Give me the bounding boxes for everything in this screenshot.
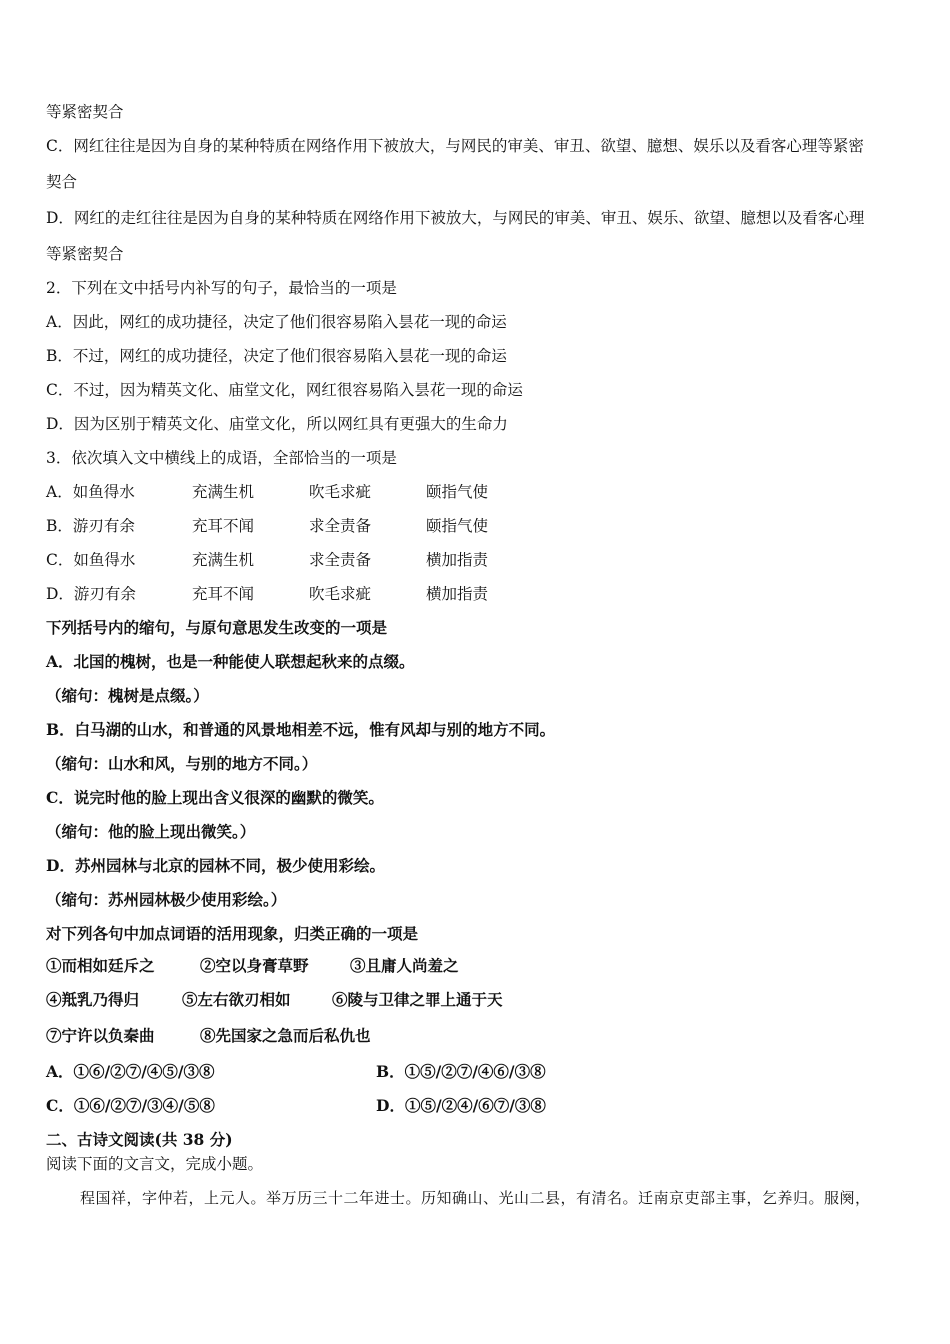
section-title: 二、古诗文阅读(共 38 分) [46,1130,233,1149]
choice-row: A．①⑥/②⑦/④⑤/③⑧ B．①⑤/②⑦/④⑥/③⑧ [46,1062,546,1081]
question-heading: 下列括号内的缩句，与原句意思发生改变的一项是 [46,618,388,637]
option-b: B．白马湖的山水，和普通的风景地相差不远，惟有风却与别的地方不同。 [46,720,556,739]
question-heading: 对下列各句中加点词语的活用现象，归类正确的一项是 [46,924,419,943]
option-d: D．因为区别于精英文化、庙堂文化，所以网红具有更强大的生命力 [46,415,508,433]
option-note: （缩句：苏州园林极少使用彩绘。） [46,890,287,909]
option-note: （缩句：山水和风，与别的地方不同。） [46,754,318,773]
sentence-row: ⑦宁许以负秦曲 ⑧先国家之急而后私仇也 [46,1026,371,1045]
option-d: D．苏州园林与北京的园林不同，极少使用彩绘。 [46,856,385,875]
sentence-row: ①而相如廷斥之 ②空以身膏草野 ③且庸人尚羞之 [46,956,459,975]
idiom-option-row: B．游刃有余 充耳不闻 求全责备 颐指气使 [46,517,489,535]
idiom-option-row: A．如鱼得水 充满生机 吹毛求疵 颐指气使 [46,483,489,501]
question-3: 3．依次填入文中横线上的成语，全部恰当的一项是 [46,449,397,467]
choice-row: C．①⑥/②⑦/③④/⑤⑧ D．①⑤/②④/⑥⑦/③⑧ [46,1096,546,1115]
option-note: （缩句：槐树是点缀。） [46,686,209,705]
option-note: （缩句：他的脸上现出微笑。） [46,822,256,841]
passage-text: 程国祥，字仲若，上元人。举万历三十二年进士。历知确山、光山二县，有清名。迁南京吏部主事，乞养归。服阕， [80,1189,871,1207]
text-line: D．网红的走红往往是因为自身的某种特质在网络作用下被放大，与网民的审美、审丑、娱乐、欲望、臆想以及看客心理 [46,209,865,227]
option-a: A．北国的槐树，也是一种能使人联想起秋来的点缀。 [46,652,415,671]
idiom-option-row: D．游刃有余 充耳不闻 吹毛求疵 横加指责 [46,585,489,603]
sentence-row: ④羝乳乃得归 ⑤左右欲刃相如 ⑥陵与卫律之罪上通于天 [46,990,503,1009]
option-c: C．说完时他的脸上现出含义很深的幽默的微笑。 [46,788,384,807]
option-a: A．因此，网红的成功捷径，决定了他们很容易陷入昙花一现的命运 [46,313,507,331]
section-instruction: 阅读下面的文言文，完成小题。 [46,1155,264,1173]
text-line: 等紧密契合 [46,103,124,121]
question-2: 2．下列在文中括号内补写的句子，最恰当的一项是 [46,279,397,297]
idiom-option-row: C．如鱼得水 充满生机 求全责备 横加指责 [46,551,489,569]
text-line: C．网红往往是因为自身的某种特质在网络作用下被放大，与网民的审美、审丑、欲望、臆想、娱乐以及看客心理等紧密 [46,137,864,155]
option-c: C．不过，因为精英文化、庙堂文化，网红很容易陷入昙花一现的命运 [46,381,523,399]
option-b: B．不过，网红的成功捷径，决定了他们很容易陷入昙花一现的命运 [46,347,507,365]
text-line: 等紧密契合 [46,245,124,263]
text-line: 契合 [46,173,78,191]
